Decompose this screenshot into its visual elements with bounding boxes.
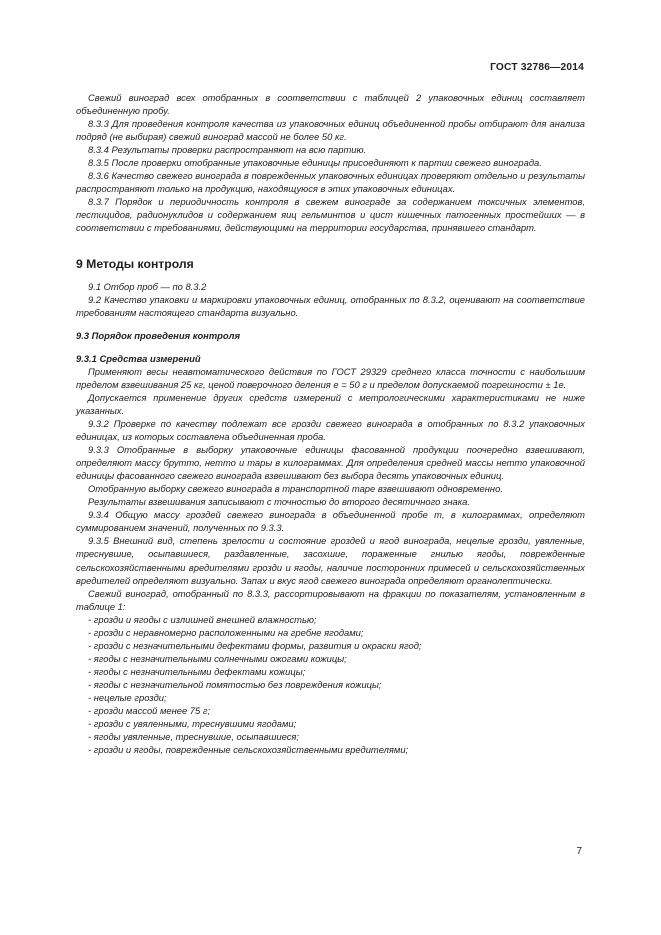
list-item: - грозди массой менее 75 г; <box>88 705 211 717</box>
paragraph: Применяют весы неавтоматического действия по ГОСТ 29329 среднего класса точности с наибольшим пределом взвешивания 25 кг, ценой поверочного деления e = 50 г и пределом допускаемой погрешности ± 1e. <box>76 365 585 390</box>
paragraph: Отобранную выборку свежего винограда в транспортной таре взвешивают одновременно. <box>88 483 503 495</box>
paragraph: 8.3.6 Качество свежего винограда в поврежденных упаковочных единицах проверяют отдельно и результаты распространяют только на продукцию, находящуюся в этих упаковочных единицах. <box>76 170 585 195</box>
paragraph: Свежий виноград всех отобранных в соответствии с таблицей 2 упаковочных единиц составляет объединенную пробу. <box>76 92 585 117</box>
paragraph: 8.3.5 После проверки отобранные упаковочные единицы присоединяют к партии свежего винограда. <box>88 157 542 169</box>
list-item: - грозди с незначительными дефектами формы, развития и окраски ягод; <box>88 639 422 651</box>
paragraph: 9.1 Отбор проб — по 8.3.2 <box>88 280 207 292</box>
paragraph: Результаты взвешивания записывают с точностью до второго десятичного знака. <box>88 496 470 508</box>
paragraph: 9.3.2 Проверке по качеству подлежат все грозди свежего винограда в отобранных по 8.3.2 упаковочных единицах, из которых составлена объединенная проба. <box>76 417 585 443</box>
paragraph: 8.3.3 Для проведения контроля качества из упаковочных единиц объединенной пробы отбирают для анализа подряд (не выбирая) свежий виноград массой не более 50 кг. <box>76 118 585 143</box>
page-body <box>76 91 585 756</box>
subsection-heading: 9.3 Порядок проведения контроля <box>76 329 240 341</box>
paragraph: 9.3.5 Внешний вид, степень зрелости и состояние гроздей и ягод винограда, нецелые грозди, увяленные, треснувшие, осыпавшиеся, раздавленные, засохшие, пораженные гнилью ягоды, поврежденные сельскохозяйственными вредителями грозди и ягоды, наличие посторонних примесей и сельскохозяйственных вредителей определяют визуально. Запах и вкус ягод свежего винограда определяют органолептически. <box>76 535 585 586</box>
subsubsection-heading: 9.3.1 Средства измерений <box>76 352 201 364</box>
paragraph: Допускается применение других средств измерений с метрологическими характеристиками не ниже указанных. <box>76 391 585 416</box>
paragraph: Свежий виноград, отобранный по 8.3.3, рассортировывают на фракции по показателям, установленным в таблице 1: <box>76 587 585 612</box>
paragraph: 9.3.3 Отобранные в выборку упаковочные единицы фасованной продукции поочередно взвешивают, определяют массу брутто, нетто и тары в килограммах. Для определения средней массы нетто упаковочной единицы фасованного свежего винограда взвешивают без выбора десять упаковочных единиц. <box>76 444 585 482</box>
list-item: - грозди с увяленными, треснувшими ягодами; <box>88 718 297 730</box>
list-item: - грозди с неравномерно расположенными на гребне ягодами; <box>88 626 364 638</box>
list-item: - грозди и ягоды, поврежденные сельскохозяйственными вредителями; <box>88 744 409 756</box>
paragraph: 9.2 Качество упаковки и маркировки упаковочных единиц, отобранных по 8.3.2, оценивают на соответствие требованиям настоящего стандарта визуально. <box>76 293 585 318</box>
section-heading: 9 Методы контроля <box>76 256 194 271</box>
list-item: - грозди и ягоды с излишней внешней влажностью; <box>88 613 317 625</box>
paragraph: 9.3.4 Общую массу гроздей свежего винограда в объединенной пробе m, в килограммах, определяют суммированием значений, полученных по 9.3.3. <box>76 509 585 534</box>
list-item: - ягоды увяленные, треснувшие, осыпавшиеся; <box>88 731 300 743</box>
paragraph: 8.3.4 Результаты проверки распространяют на всю партию. <box>88 144 367 156</box>
running-header: ГОСТ 32786—2014 <box>490 62 584 73</box>
list-item: - ягоды с незначительными дефектами кожицы; <box>88 665 306 677</box>
list-item: - нецелые грозди; <box>88 691 167 703</box>
paragraph: 8.3.7 Порядок и периодичность контроля в свежем винограде за содержанием токсичных элементов, пестицидов, радионуклидов и содержанием яиц гельминтов и цист кишечных патогенных простейших — в соответствии с требованиями, действующими на территории государства, принявшего стандарт. <box>76 196 585 234</box>
page-number: 7 <box>576 846 582 857</box>
list-item: - ягоды с незначительной помятостью без повреждения кожицы; <box>88 678 382 690</box>
list-item: - ягоды с незначительными солнечными ожогами кожицы; <box>88 652 347 664</box>
